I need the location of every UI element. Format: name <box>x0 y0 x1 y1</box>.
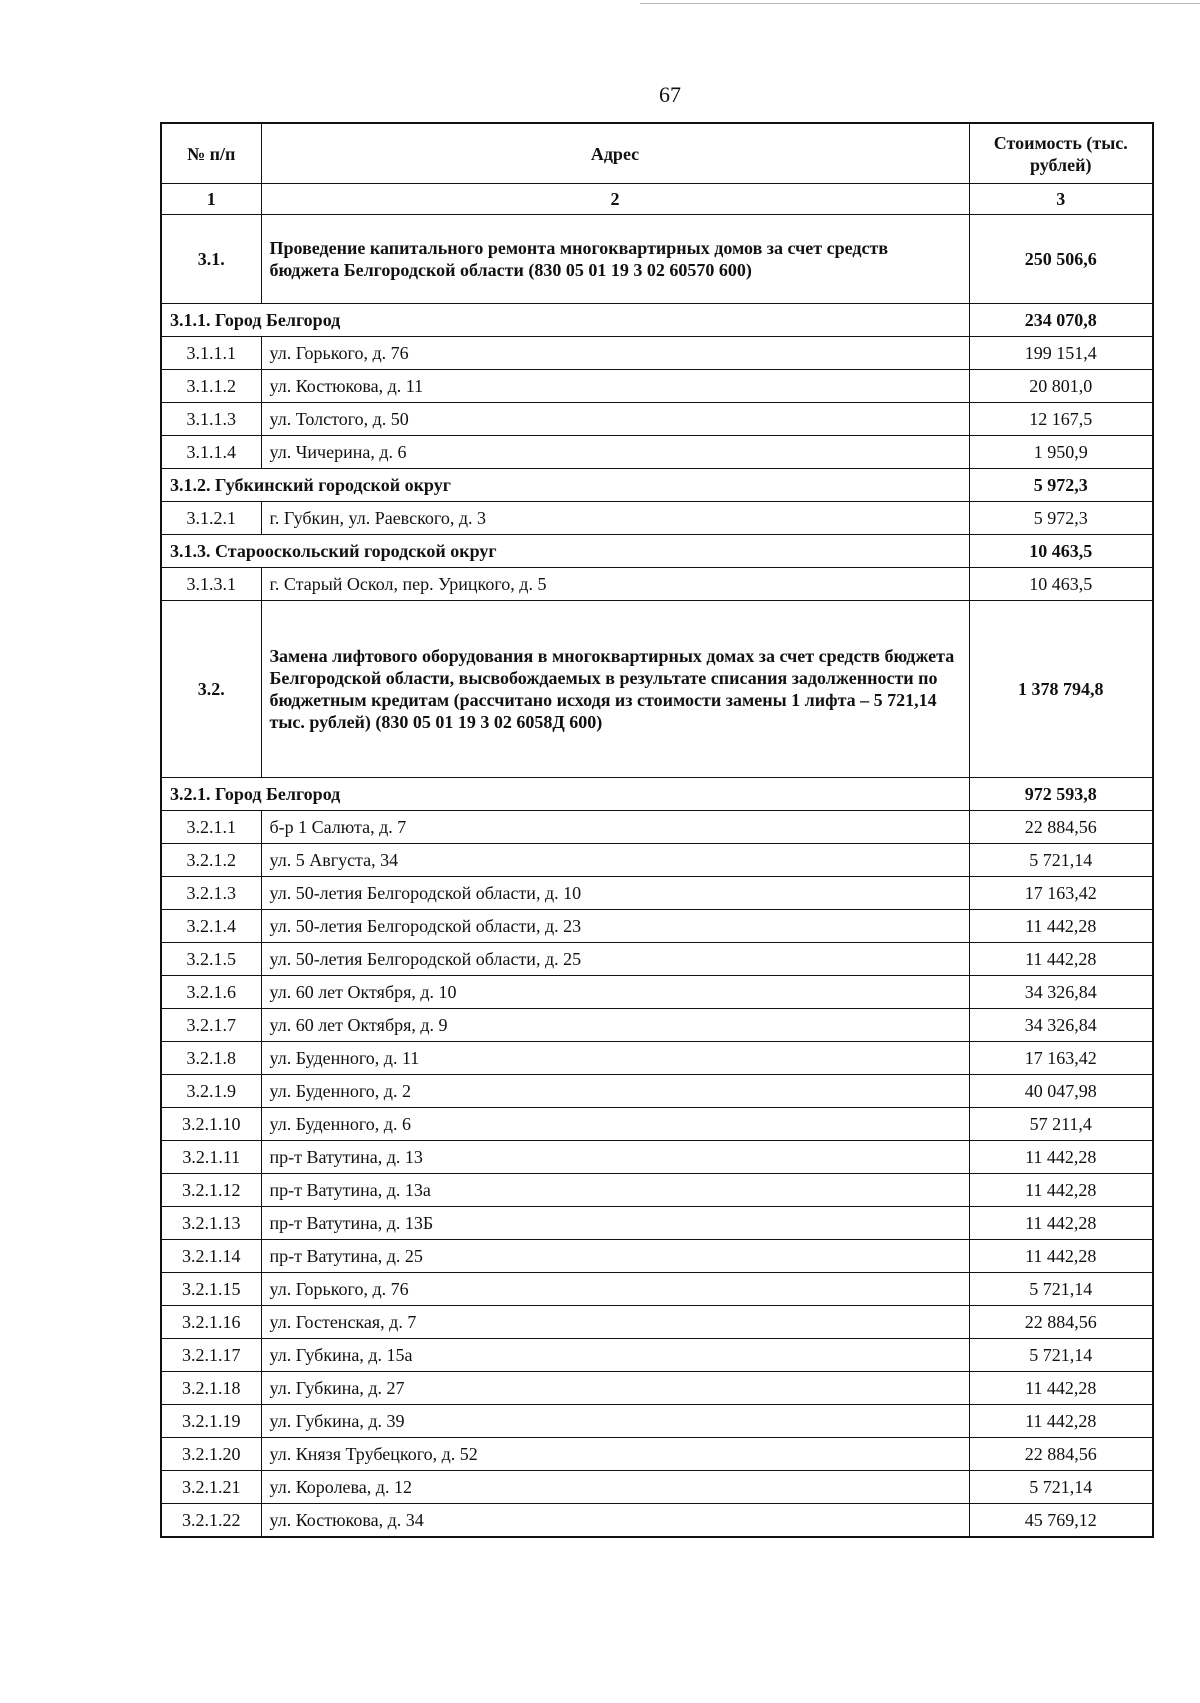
group-row <box>161 778 1153 811</box>
table-row <box>161 1141 1153 1174</box>
table-row <box>161 976 1153 1009</box>
row-cost: 22 884,56 <box>969 1306 1153 1339</box>
row-number: 3.2.1.16 <box>161 1306 261 1339</box>
row-address: ул. Буденного, д. 6 <box>261 1108 969 1141</box>
row-cost: 11 442,28 <box>969 1174 1153 1207</box>
row-address: ул. Горького, д. 76 <box>261 1273 969 1306</box>
row-address: ул. 5 Августа, 34 <box>261 844 969 877</box>
row-address: пр-т Ватутина, д. 25 <box>261 1240 969 1273</box>
group-row <box>161 469 1153 502</box>
row-cost: 45 769,12 <box>969 1504 1153 1538</box>
row-address: г. Губкин, ул. Раевского, д. 3 <box>261 502 969 535</box>
row-address: ул. Толстого, д. 50 <box>261 403 969 436</box>
row-cost: 11 442,28 <box>969 910 1153 943</box>
row-number: 3.1.1.2 <box>161 370 261 403</box>
row-number: 3.2.1.7 <box>161 1009 261 1042</box>
table-row <box>161 1339 1153 1372</box>
table-row <box>161 1042 1153 1075</box>
table-row <box>161 811 1153 844</box>
column-number: 3 <box>969 184 1153 215</box>
row-number: 3.2.1.5 <box>161 943 261 976</box>
row-cost: 11 442,28 <box>969 1141 1153 1174</box>
cost-table-body <box>161 123 1153 1537</box>
table-row <box>161 1372 1153 1405</box>
row-cost: 11 442,28 <box>969 1240 1153 1273</box>
row-number: 3.1.1.4 <box>161 436 261 469</box>
row-number: 3.2.1.8 <box>161 1042 261 1075</box>
row-address: г. Старый Оскол, пер. Урицкого, д. 5 <box>261 568 969 601</box>
row-address: ул. 50-летия Белгородской области, д. 25 <box>261 943 969 976</box>
row-address: ул. Гостенская, д. 7 <box>261 1306 969 1339</box>
row-address: ул. Губкина, д. 39 <box>261 1405 969 1438</box>
row-cost: 57 211,4 <box>969 1108 1153 1141</box>
row-cost: 10 463,5 <box>969 568 1153 601</box>
row-cost: 20 801,0 <box>969 370 1153 403</box>
row-number: 3.2.1.15 <box>161 1273 261 1306</box>
row-number: 3.1.1.1 <box>161 337 261 370</box>
row-cost: 12 167,5 <box>969 403 1153 436</box>
row-cost: 40 047,98 <box>969 1075 1153 1108</box>
table-row <box>161 337 1153 370</box>
table-row <box>161 370 1153 403</box>
row-cost: 22 884,56 <box>969 1438 1153 1471</box>
table-row <box>161 1306 1153 1339</box>
row-number: 3.2.1.9 <box>161 1075 261 1108</box>
table-row <box>161 1075 1153 1108</box>
row-cost: 11 442,28 <box>969 1207 1153 1240</box>
group-cost: 234 070,8 <box>969 304 1153 337</box>
row-number: 3.2.1.17 <box>161 1339 261 1372</box>
row-address: ул. 60 лет Октября, д. 9 <box>261 1009 969 1042</box>
row-number: 3.2.1.21 <box>161 1471 261 1504</box>
section-cost: 250 506,6 <box>969 215 1153 304</box>
row-cost: 11 442,28 <box>969 1405 1153 1438</box>
section-number: 3.2. <box>161 601 261 778</box>
row-address: ул. 50-летия Белгородской области, д. 23 <box>261 910 969 943</box>
row-cost: 1 950,9 <box>969 436 1153 469</box>
group-cost: 5 972,3 <box>969 469 1153 502</box>
row-address: ул. Буденного, д. 2 <box>261 1075 969 1108</box>
row-address: ул. Губкина, д. 15а <box>261 1339 969 1372</box>
table-row <box>161 1438 1153 1471</box>
row-cost: 5 721,14 <box>969 1339 1153 1372</box>
table-row <box>161 844 1153 877</box>
row-cost: 22 884,56 <box>969 811 1153 844</box>
row-number: 3.2.1.22 <box>161 1504 261 1538</box>
table-row <box>161 1273 1153 1306</box>
group-row <box>161 535 1153 568</box>
row-number: 3.1.3.1 <box>161 568 261 601</box>
row-cost: 5 721,14 <box>969 1471 1153 1504</box>
section-description: Проведение капитального ремонта многоквартирных домов за счет средств бюджета Белгородской области (830 05 01 19 3 02 60570 600) <box>261 215 969 304</box>
row-number: 3.2.1.1 <box>161 811 261 844</box>
table-row <box>161 403 1153 436</box>
row-address: пр-т Ватутина, д. 13Б <box>261 1207 969 1240</box>
row-number: 3.2.1.13 <box>161 1207 261 1240</box>
column-number: 1 <box>161 184 261 215</box>
group-title: 3.1.2. Губкинский городской округ <box>161 469 969 502</box>
row-number: 3.2.1.4 <box>161 910 261 943</box>
scan-edge-line <box>640 3 1200 4</box>
section-row <box>161 215 1153 304</box>
row-cost: 17 163,42 <box>969 1042 1153 1075</box>
section-row <box>161 601 1153 778</box>
header-number: № п/п <box>161 123 261 184</box>
table-header-row <box>161 123 1153 184</box>
row-cost: 199 151,4 <box>969 337 1153 370</box>
table-row <box>161 1504 1153 1538</box>
table-row <box>161 1108 1153 1141</box>
header-cost: Стоимость (тыс. рублей) <box>969 123 1153 184</box>
group-row <box>161 304 1153 337</box>
column-number-row <box>161 184 1153 215</box>
row-cost: 34 326,84 <box>969 1009 1153 1042</box>
row-address: ул. Князя Трубецкого, д. 52 <box>261 1438 969 1471</box>
row-number: 3.2.1.10 <box>161 1108 261 1141</box>
row-number: 3.2.1.11 <box>161 1141 261 1174</box>
group-title: 3.1.1. Город Белгород <box>161 304 969 337</box>
cost-table <box>160 122 1154 1538</box>
row-cost: 34 326,84 <box>969 976 1153 1009</box>
row-address: пр-т Ватутина, д. 13а <box>261 1174 969 1207</box>
group-title: 3.1.3. Старооскольский городской округ <box>161 535 969 568</box>
table-row <box>161 1471 1153 1504</box>
row-address: ул. Губкина, д. 27 <box>261 1372 969 1405</box>
row-number: 3.2.1.20 <box>161 1438 261 1471</box>
row-address: ул. 60 лет Октября, д. 10 <box>261 976 969 1009</box>
row-number: 3.2.1.2 <box>161 844 261 877</box>
row-number: 3.2.1.3 <box>161 877 261 910</box>
row-number: 3.2.1.14 <box>161 1240 261 1273</box>
section-number: 3.1. <box>161 215 261 304</box>
table-row <box>161 1207 1153 1240</box>
section-cost: 1 378 794,8 <box>969 601 1153 778</box>
group-cost: 972 593,8 <box>969 778 1153 811</box>
row-address: ул. Горького, д. 76 <box>261 337 969 370</box>
table-row <box>161 877 1153 910</box>
row-cost: 17 163,42 <box>969 877 1153 910</box>
table-row <box>161 502 1153 535</box>
row-number: 3.2.1.6 <box>161 976 261 1009</box>
page-number: 67 <box>659 82 681 107</box>
section-description: Замена лифтового оборудования в многоквартирных домах за счет средств бюджета Белгородской области, высвобождаемых в результате списания задолженности по бюджетным кредитам (рассчитано исходя из стоимости замены 1 лифта – 5 721,14 тыс. рублей) (830 05 01 19 3 02 6058Д 600) <box>261 601 969 778</box>
row-cost: 5 972,3 <box>969 502 1153 535</box>
table-row <box>161 943 1153 976</box>
table-row <box>161 1174 1153 1207</box>
row-number: 3.2.1.12 <box>161 1174 261 1207</box>
row-cost: 5 721,14 <box>969 1273 1153 1306</box>
row-address: ул. Чичерина, д. 6 <box>261 436 969 469</box>
table-row <box>161 568 1153 601</box>
row-number: 3.2.1.19 <box>161 1405 261 1438</box>
row-address: ул. Костюкова, д. 11 <box>261 370 969 403</box>
group-cost: 10 463,5 <box>969 535 1153 568</box>
table-row <box>161 436 1153 469</box>
row-number: 3.2.1.18 <box>161 1372 261 1405</box>
row-address: ул. Костюкова, д. 34 <box>261 1504 969 1538</box>
row-address: ул. 50-летия Белгородской области, д. 10 <box>261 877 969 910</box>
column-number: 2 <box>261 184 969 215</box>
table-row <box>161 1405 1153 1438</box>
row-number: 3.1.2.1 <box>161 502 261 535</box>
row-address: пр-т Ватутина, д. 13 <box>261 1141 969 1174</box>
group-title: 3.2.1. Город Белгород <box>161 778 969 811</box>
row-cost: 11 442,28 <box>969 1372 1153 1405</box>
table-row <box>161 1009 1153 1042</box>
row-number: 3.1.1.3 <box>161 403 261 436</box>
row-address: б-р 1 Салюта, д. 7 <box>261 811 969 844</box>
row-cost: 11 442,28 <box>969 943 1153 976</box>
table-row <box>161 910 1153 943</box>
row-address: ул. Королева, д. 12 <box>261 1471 969 1504</box>
table-row <box>161 1240 1153 1273</box>
row-address: ул. Буденного, д. 11 <box>261 1042 969 1075</box>
row-cost: 5 721,14 <box>969 844 1153 877</box>
header-address: Адрес <box>261 123 969 184</box>
